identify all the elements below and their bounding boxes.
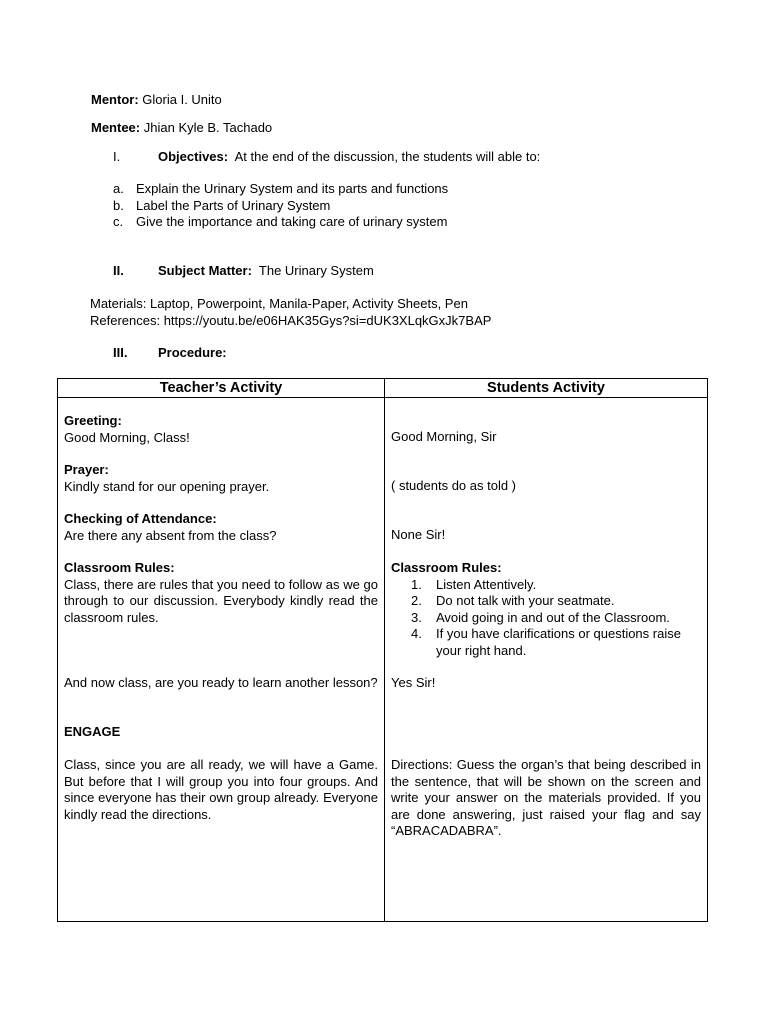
rule-number: 2. <box>411 593 422 608</box>
rules-title: Classroom Rules: <box>64 560 175 575</box>
materials-line: Materials: Laptop, Powerpoint, Manila-Paper, Activity Sheets, Pen <box>90 296 468 311</box>
teacher-cell <box>58 398 385 922</box>
rule-text: Listen Attentively. <box>436 576 537 592</box>
subject-label: Subject Matter: <box>158 263 252 278</box>
engage-title-text: ENGAGE <box>64 724 121 739</box>
procedure-heading <box>158 345 227 362</box>
list-item <box>391 626 701 659</box>
mentor-name: Gloria I. Unito <box>142 92 222 107</box>
prayer-block <box>64 462 378 495</box>
directions-text: Directions: Guess the organ’s that being described in the sentence, that will be shown on the screen and write your answer on the materials provided. If you are done answering, just raised your flag and say “ABRACADABRA”. <box>391 757 701 838</box>
greeting-reply: Good Morning, Sir <box>391 429 497 444</box>
objectives-numeral: I. <box>113 149 121 164</box>
objective-item <box>113 181 448 198</box>
objectives-label: Objectives: <box>158 149 229 164</box>
mentor-line <box>91 92 222 109</box>
rules-text: Class, there are rules that you need to follow as we go through to our discussion. Everybody kindly read the classroom rules. <box>64 576 378 625</box>
objective-text: Label the Parts of Urinary System <box>136 197 331 213</box>
greeting-text: Good Morning, Class! <box>64 429 190 445</box>
prayer-text: Kindly stand for our opening prayer. <box>64 478 270 494</box>
mentor-label: Mentor: <box>91 92 139 107</box>
ready-text: And now class, are you ready to learn another lesson? <box>64 675 378 690</box>
student-rules-list <box>391 577 701 660</box>
procedure-numeral <box>113 345 127 362</box>
rule-text: If you have clarifications or questions raise your right hand. <box>436 626 681 658</box>
procedure-label: Procedure: <box>158 345 227 360</box>
objective-marker: c. <box>113 214 124 229</box>
list-item <box>391 610 701 627</box>
rule-text: Do not talk with your seatmate. <box>436 593 615 608</box>
rule-text: Avoid going in and out of the Classroom. <box>436 609 670 625</box>
mentee-line <box>91 120 272 137</box>
objectives-heading <box>158 149 540 166</box>
objectives-intro: At the end of the discussion, the students will able to: <box>234 149 541 164</box>
objective-text: Explain the Urinary System and its parts and functions <box>136 181 449 196</box>
ready-reply: Yes Sir! <box>391 675 436 690</box>
table-body-row <box>58 398 708 922</box>
objective-marker: b. <box>113 197 124 213</box>
rules-block <box>64 560 378 626</box>
subject-heading <box>158 263 374 280</box>
objective-item <box>113 214 448 231</box>
list-item <box>391 593 701 610</box>
subject-value: The Urinary System <box>258 263 374 278</box>
references-line: References: https://youtu.be/e06HAK35Gys?si=dUK3XLqkGxJk7BAP <box>90 313 492 328</box>
objective-marker: a. <box>113 181 124 196</box>
greeting-block <box>64 413 378 446</box>
students-column-header: Students Activity <box>385 379 708 398</box>
procedure-numeral-text: III. <box>113 345 128 360</box>
objectives-list <box>113 181 448 231</box>
attendance-text: Are there any absent from the class? <box>64 527 277 543</box>
attendance-reply: None Sir! <box>391 527 446 542</box>
student-rules-block <box>391 560 701 659</box>
objective-item <box>113 198 448 215</box>
attendance-title: Checking of Attendance: <box>64 511 217 526</box>
student-rules-title: Classroom Rules: <box>391 560 502 575</box>
table-header-row <box>58 379 708 398</box>
students-cell <box>385 398 708 922</box>
prayer-reply: ( students do as told ) <box>391 478 517 493</box>
greeting-title: Greeting: <box>64 413 122 428</box>
attendance-block <box>64 511 378 544</box>
rule-number: 3. <box>411 609 422 625</box>
mentee-name: Jhian Kyle B. Tachado <box>143 120 273 135</box>
subject-numeral <box>113 263 124 280</box>
engage-title <box>64 724 378 741</box>
prayer-title: Prayer: <box>64 462 109 477</box>
list-item <box>391 577 701 594</box>
teacher-column-header: Teacher’s Activity <box>58 379 385 398</box>
objective-text: Give the importance and taking care of urinary system <box>136 214 448 229</box>
mentee-label: Mentee: <box>91 120 141 135</box>
engage-text: Class, since you are all ready, we will have a Game. But before that I will group you into four groups. And since everyone has their own group already. Everyone kindly read the directions. <box>64 757 378 822</box>
procedure-table <box>57 378 708 922</box>
rule-number: 4. <box>411 626 422 641</box>
rule-number: 1. <box>411 576 422 592</box>
subject-numeral-text: II. <box>113 263 124 278</box>
